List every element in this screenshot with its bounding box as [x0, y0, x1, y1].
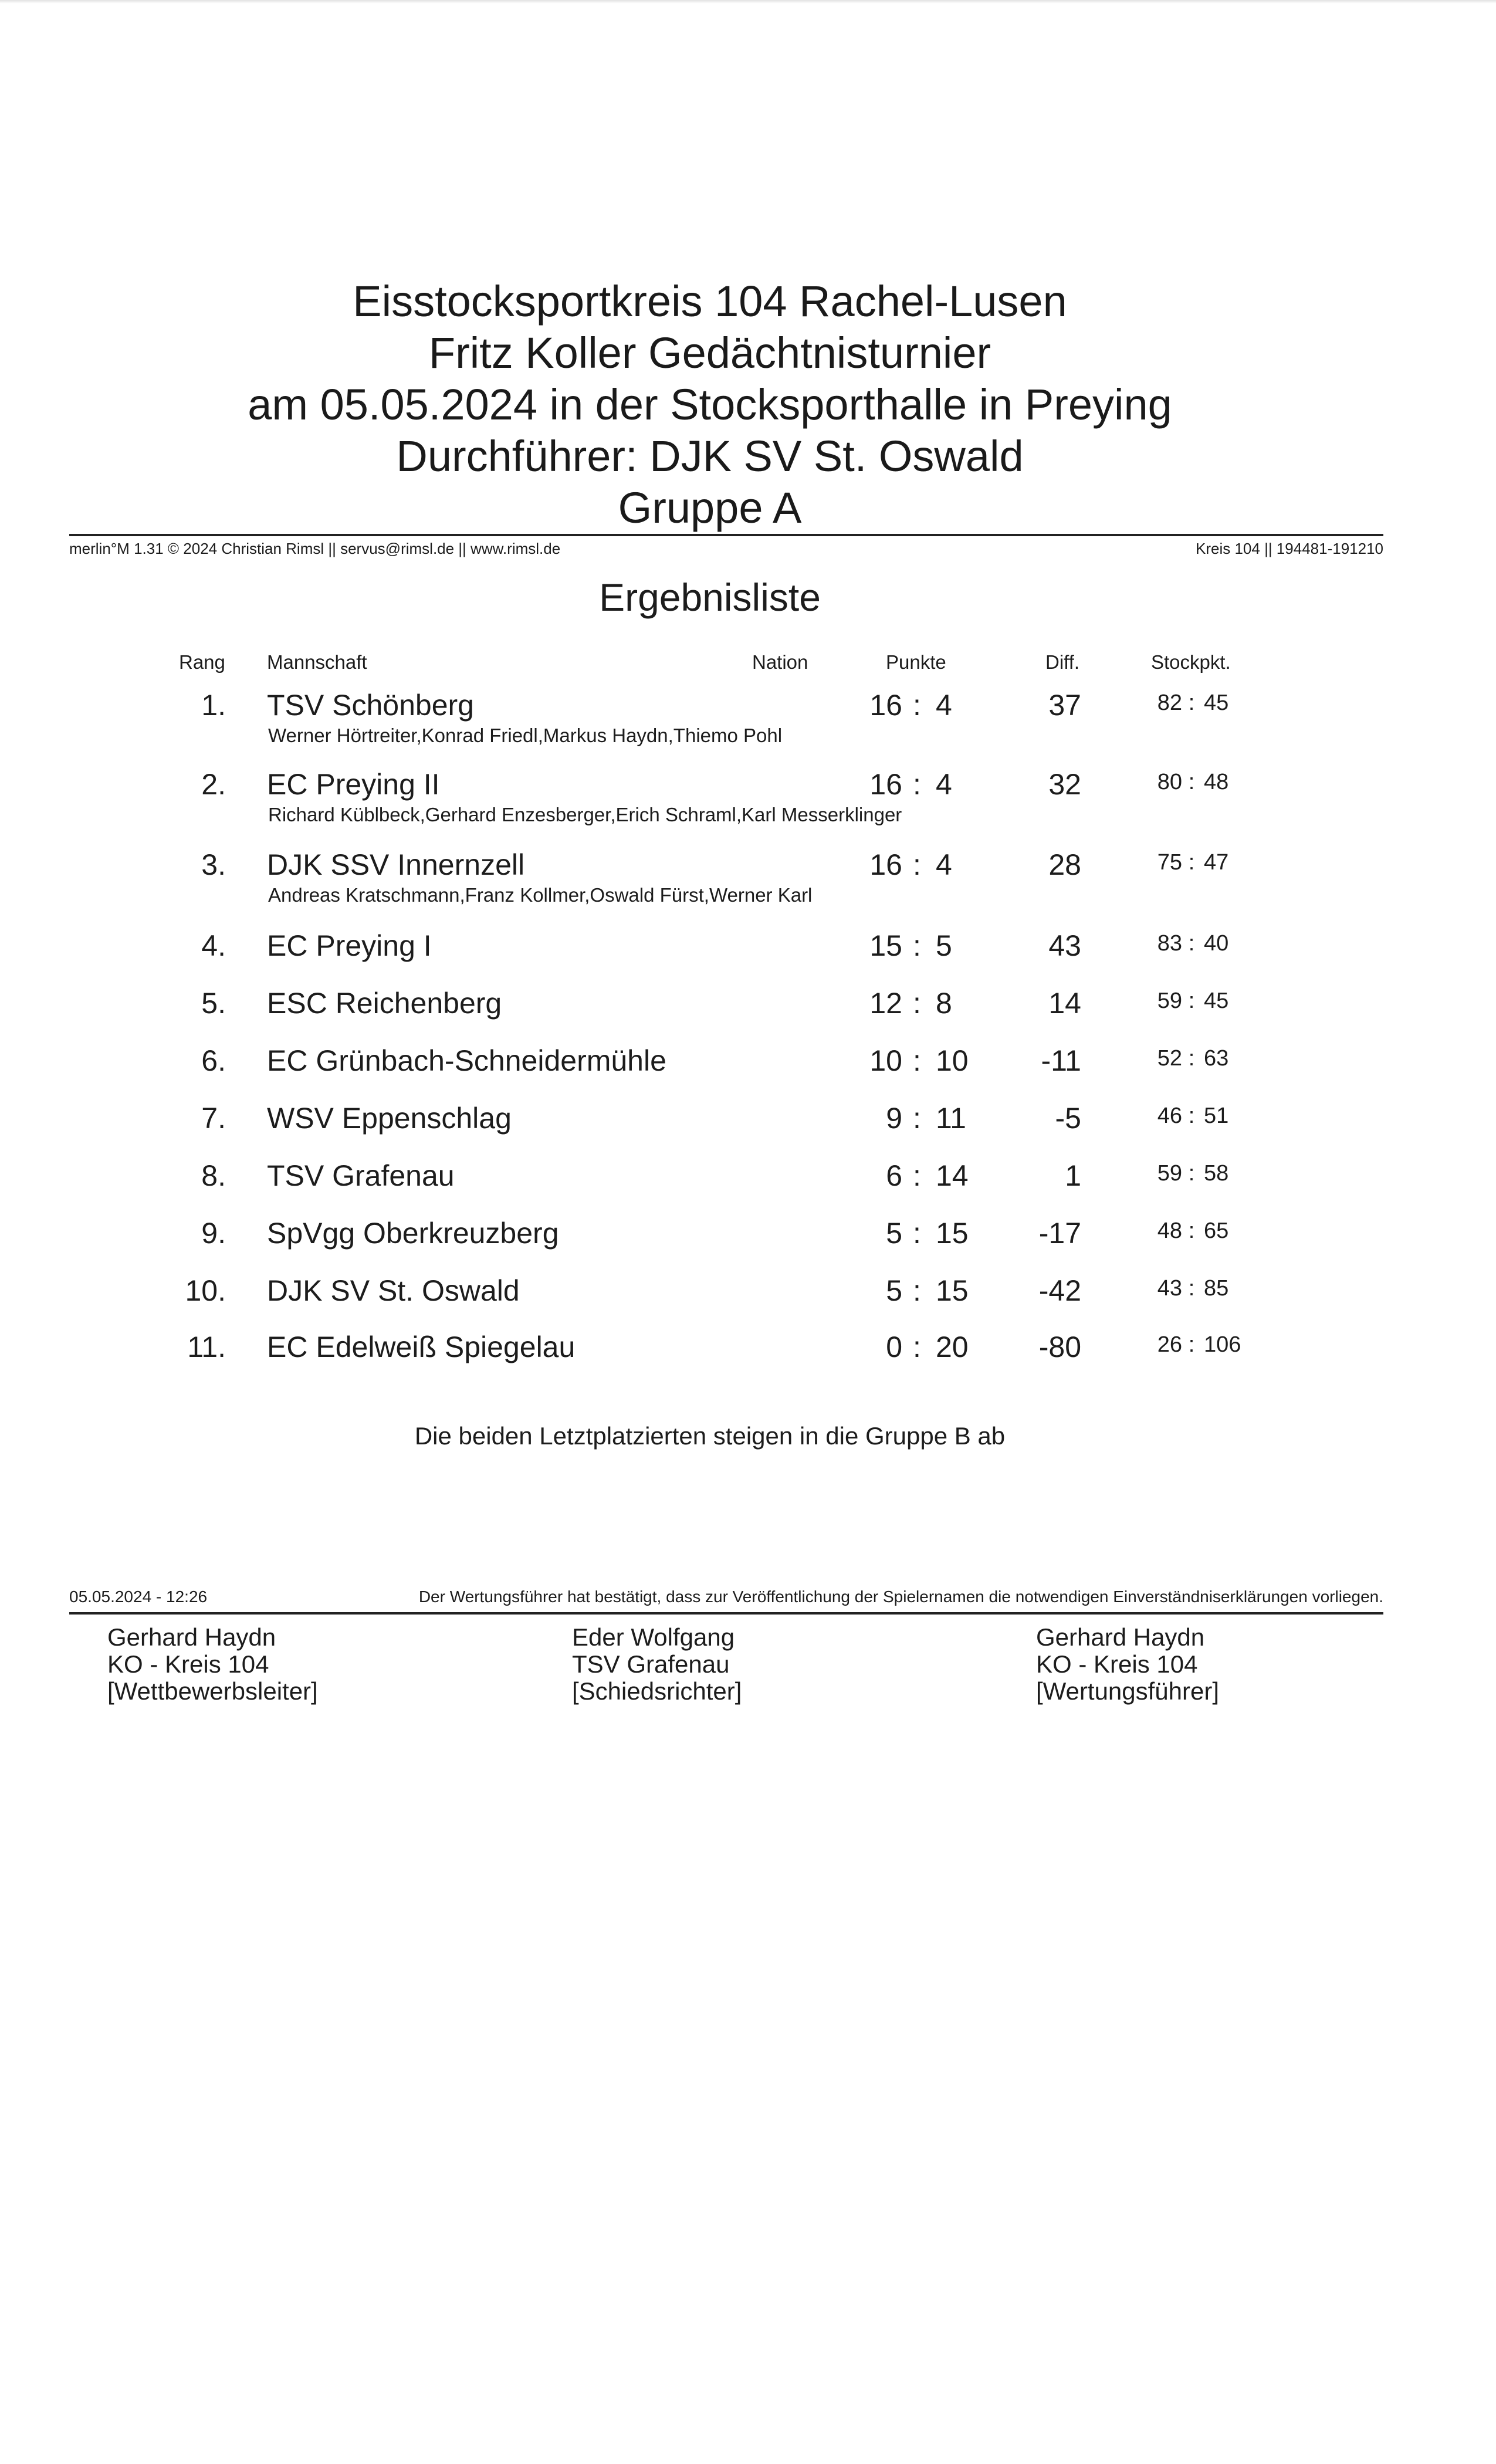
- team-cell: WSV Eppenschlag: [267, 1102, 512, 1135]
- diff-cell: 32: [1048, 768, 1081, 801]
- points-won-cell: 10: [869, 1044, 902, 1077]
- table-row: [0, 1158, 1496, 1211]
- signatory-name: Gerhard Haydn: [107, 1623, 276, 1651]
- software-credit: merlin°M 1.31 © 2024 Christian Rimsl || servus@rimsl.de || www.rimsl.de: [69, 540, 561, 557]
- rank-cell: 5.: [201, 987, 226, 1020]
- header-organizer: Eisstocksportkreis 104 Rachel-Lusen: [353, 277, 1067, 326]
- points-lost-cell: 15: [936, 1274, 969, 1307]
- team-cell: EC Preying II: [267, 768, 440, 801]
- stock-points-separator: :: [1188, 770, 1195, 794]
- stock-points-against-cell: 47: [1204, 850, 1229, 875]
- points-won-cell: 16: [869, 848, 902, 881]
- stock-points-separator: :: [1188, 1332, 1195, 1357]
- rank-cell: 1.: [201, 689, 226, 722]
- stock-points-against-cell: 85: [1204, 1276, 1229, 1301]
- footer: [69, 1588, 1383, 1609]
- points-won-cell: 12: [869, 987, 902, 1020]
- stock-points-for-cell: 83: [1157, 931, 1182, 956]
- diff-cell: -42: [1038, 1274, 1081, 1307]
- team-cell: TSV Schönberg: [267, 689, 474, 722]
- team-cell: EC Edelweiß Spiegelau: [267, 1331, 576, 1363]
- stock-points-against-cell: 45: [1204, 989, 1229, 1013]
- relegation-note: Die beiden Letztplatzierten steigen in die Gruppe B ab: [414, 1422, 1006, 1450]
- signature-block-referee: [572, 1624, 742, 1705]
- team-cell: SpVgg Oberkreuzberg: [267, 1217, 559, 1250]
- points-separator: :: [913, 768, 921, 801]
- diff-cell: -80: [1038, 1331, 1081, 1363]
- rank-cell: 7.: [201, 1102, 226, 1135]
- players-cell: Richard Küblbeck,Gerhard Enzesberger,Erich Schraml,Karl Messerklinger: [268, 804, 902, 825]
- signatory-role: [Wertungsführer]: [1036, 1677, 1220, 1705]
- table-row: [0, 1043, 1496, 1096]
- signatory-role: [Wettbewerbsleiter]: [107, 1677, 318, 1705]
- column-header-team: Mannschaft: [267, 651, 367, 673]
- footer-divider: [69, 1612, 1383, 1615]
- points-lost-cell: 8: [936, 987, 952, 1020]
- rank-cell: 3.: [201, 848, 226, 881]
- signatory-name: Gerhard Haydn: [1036, 1623, 1205, 1651]
- points-lost-cell: 20: [936, 1331, 969, 1363]
- signature-block-scorekeeper: [1036, 1624, 1219, 1705]
- stock-points-for-cell: 59: [1157, 989, 1182, 1013]
- table-row: [0, 1216, 1496, 1268]
- points-separator: :: [913, 1274, 921, 1307]
- points-lost-cell: 4: [936, 768, 952, 801]
- points-lost-cell: 11: [936, 1102, 966, 1135]
- table-row: [0, 928, 1496, 981]
- stock-points-separator: :: [1188, 1046, 1195, 1071]
- column-header-points: Punkte: [886, 651, 946, 673]
- print-timestamp: 05.05.2024 - 12:26: [69, 1588, 208, 1606]
- stock-points-separator: :: [1188, 1276, 1195, 1301]
- team-cell: EC Preying I: [267, 929, 432, 962]
- points-separator: :: [913, 1217, 921, 1250]
- rank-cell: 2.: [201, 768, 226, 801]
- stock-points-against-cell: 48: [1204, 770, 1229, 794]
- diff-cell: 28: [1048, 848, 1081, 881]
- points-separator: :: [913, 848, 921, 881]
- stock-points-separator: :: [1188, 1161, 1195, 1186]
- diff-cell: 43: [1048, 929, 1081, 962]
- column-header-nation: Nation: [752, 651, 808, 673]
- signatory-role: [Schiedsrichter]: [572, 1677, 742, 1705]
- points-lost-cell: 5: [936, 929, 952, 962]
- stock-points-for-cell: 80: [1157, 770, 1182, 794]
- points-won-cell: 16: [869, 768, 902, 801]
- rank-cell: 11.: [187, 1331, 226, 1363]
- points-lost-cell: 4: [936, 689, 952, 722]
- stock-points-for-cell: 43: [1157, 1276, 1182, 1301]
- points-separator: :: [913, 987, 921, 1020]
- stock-points-against-cell: 45: [1204, 691, 1229, 715]
- stock-points-separator: :: [1188, 931, 1195, 956]
- header-group: Gruppe A: [618, 483, 802, 532]
- diff-cell: -11: [1041, 1044, 1081, 1077]
- signature-block-competition-director: [107, 1624, 318, 1705]
- stock-points-against-cell: 58: [1204, 1161, 1229, 1186]
- team-cell: EC Grünbach-Schneidermühle: [267, 1044, 666, 1077]
- document-reference: Kreis 104 || 194481-191210: [1196, 540, 1383, 557]
- stock-points-for-cell: 26: [1157, 1332, 1182, 1357]
- points-separator: :: [913, 1102, 921, 1135]
- points-lost-cell: 15: [936, 1217, 969, 1250]
- stock-points-against-cell: 40: [1204, 931, 1229, 956]
- points-separator: :: [913, 929, 921, 962]
- stock-points-for-cell: 82: [1157, 691, 1182, 715]
- players-cell: Werner Hörtreiter,Konrad Friedl,Markus Haydn,Thiemo Pohl: [268, 725, 783, 746]
- rank-cell: 9.: [201, 1217, 226, 1250]
- points-won-cell: 15: [869, 929, 902, 962]
- diff-cell: 37: [1048, 689, 1081, 722]
- players-cell: Andreas Kratschmann,Franz Kollmer,Oswald Fürst,Werner Karl: [268, 884, 813, 906]
- table-row: [0, 1101, 1496, 1153]
- rank-cell: 8.: [201, 1159, 226, 1192]
- points-lost-cell: 14: [936, 1159, 969, 1192]
- document-header: [0, 276, 1420, 534]
- diff-cell: -17: [1038, 1217, 1081, 1250]
- table-row: [0, 688, 1496, 746]
- points-lost-cell: 4: [936, 848, 952, 881]
- points-won-cell: 16: [869, 689, 902, 722]
- signatory-organization: KO - Kreis 104: [1036, 1650, 1198, 1678]
- stock-points-against-cell: 106: [1204, 1332, 1241, 1357]
- table-row: [0, 986, 1496, 1038]
- points-separator: :: [913, 1331, 921, 1363]
- stock-points-for-cell: 52: [1157, 1046, 1182, 1071]
- table-row: [0, 1329, 1496, 1382]
- team-cell: TSV Grafenau: [267, 1159, 455, 1192]
- team-cell: ESC Reichenberg: [267, 987, 502, 1020]
- points-won-cell: 0: [886, 1331, 902, 1363]
- points-won-cell: 5: [886, 1274, 902, 1307]
- column-header-stock-points: Stockpkt.: [1151, 651, 1231, 673]
- column-header-diff: Diff.: [1045, 651, 1080, 673]
- diff-cell: 1: [1065, 1159, 1081, 1192]
- points-separator: :: [913, 1044, 921, 1077]
- stock-points-against-cell: 63: [1204, 1046, 1229, 1071]
- stock-points-separator: :: [1188, 850, 1195, 875]
- stock-points-separator: :: [1188, 989, 1195, 1013]
- rank-cell: 10.: [185, 1274, 226, 1307]
- table-row: [0, 1273, 1496, 1326]
- stock-points-separator: :: [1188, 1219, 1195, 1243]
- column-header-rank: Rang: [179, 651, 225, 673]
- diff-cell: -5: [1055, 1102, 1081, 1135]
- table-row: [0, 767, 1496, 825]
- signatory-name: Eder Wolfgang: [572, 1623, 735, 1651]
- stock-points-for-cell: 48: [1157, 1219, 1182, 1243]
- header-date-venue: am 05.05.2024 in der Stocksporthalle in Preying: [248, 380, 1172, 429]
- stock-points-separator: :: [1188, 691, 1195, 715]
- points-won-cell: 6: [886, 1159, 902, 1192]
- points-won-cell: 9: [886, 1102, 902, 1135]
- stock-points-separator: :: [1188, 1104, 1195, 1128]
- scan-edge: [0, 0, 1496, 4]
- diff-cell: 14: [1048, 987, 1081, 1020]
- points-separator: :: [913, 1159, 921, 1192]
- points-separator: :: [913, 689, 921, 722]
- signatory-organization: TSV Grafenau: [572, 1650, 730, 1678]
- rank-cell: 4.: [201, 929, 226, 962]
- signatory-organization: KO - Kreis 104: [107, 1650, 269, 1678]
- stock-points-against-cell: 65: [1204, 1219, 1229, 1243]
- stock-points-for-cell: 75: [1157, 850, 1182, 875]
- header-tournament: Fritz Koller Gedächtnisturnier: [428, 329, 991, 377]
- header-host: Durchführer: DJK SV St. Oswald: [396, 432, 1024, 480]
- stock-points-against-cell: 51: [1204, 1104, 1229, 1128]
- stock-points-for-cell: 59: [1157, 1161, 1182, 1186]
- table-row: [0, 847, 1496, 906]
- page-title: Ergebnisliste: [599, 576, 821, 619]
- team-cell: DJK SV St. Oswald: [267, 1274, 520, 1307]
- consent-notice: Der Wertungsführer hat bestätigt, dass zur Veröffentlichung der Spielernamen die notwendigen Einverständniserklärungen vorliegen.: [418, 1588, 1383, 1606]
- points-won-cell: 5: [886, 1217, 902, 1250]
- meta-bar: [69, 534, 1383, 560]
- rank-cell: 6.: [201, 1044, 226, 1077]
- stock-points-for-cell: 46: [1157, 1104, 1182, 1128]
- points-lost-cell: 10: [936, 1044, 969, 1077]
- team-cell: DJK SSV Innernzell: [267, 848, 525, 881]
